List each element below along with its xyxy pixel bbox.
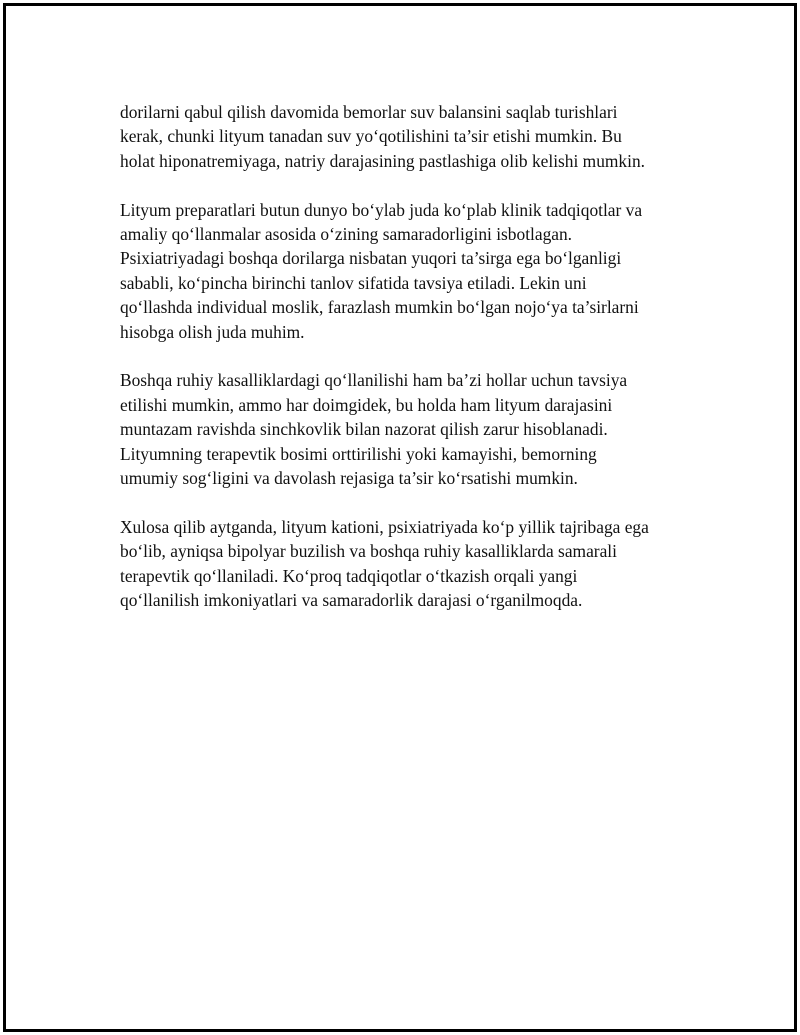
paragraph-line: qo‘llashda individual moslik, farazlash mumkin bo‘lgan nojo‘ya ta’sirlarni — [120, 297, 639, 318]
paragraph-2 — [120, 198, 700, 344]
paragraph-line: muntazam ravishda sinchkovlik bilan nazorat qilish zarur hisoblanadi. — [120, 419, 608, 440]
paragraph-line: holat hiponatremiyaga, natriy darajasining pastlashiga olib kelishi mumkin. — [120, 150, 645, 171]
paragraph-4 — [120, 515, 700, 613]
paragraph-line: Xulosa qilib aytganda, lityum kationi, psixiatriyada ko‘p yillik tajribaga ega — [120, 516, 649, 537]
paragraph-line: Boshqa ruhiy kasalliklardagi qo‘llanilishi ham ba’zi hollar uchun tavsiya — [120, 370, 628, 391]
paragraph-3 — [120, 368, 700, 490]
document-body — [120, 100, 700, 637]
paragraph-line: qo‘llanilish imkoniyatlari va samaradorlik darajasi o‘rganilmoqda. — [120, 590, 583, 611]
paragraph-line: terapevtik qo‘llaniladi. Ko‘proq tadqiqotlar o‘tkazish orqali yangi — [120, 565, 578, 586]
paragraph-line: kerak, chunki lityum tanadan suv yo‘qotilishini ta’sir etishi mumkin. Bu — [120, 126, 622, 147]
paragraph-line: bo‘lib, ayniqsa bipolyar buzilish va boshqa ruhiy kasalliklarda samarali — [120, 541, 617, 562]
paragraph-line: dorilarni qabul qilish davomida bemorlar suv balansini saqlab turishlari — [120, 102, 618, 122]
paragraph-line: Psixiatriyadagi boshqa dorilarga nisbatan yuqori ta’sirga ega bo‘lganligi — [120, 248, 622, 269]
page-frame — [3, 3, 797, 1032]
paragraph-line: amaliy qo‘llanmalar asosida o‘zining samaradorligini isbotlagan. — [120, 224, 573, 245]
paragraph-line: hisobga olish juda muhim. — [120, 321, 305, 342]
paragraph-line: etilishi mumkin, ammo har doimgidek, bu holda ham lityum darajasini — [120, 394, 613, 415]
paragraph-line: umumiy sog‘ligini va davolash rejasiga ta’sir ko‘rsatishi mumkin. — [120, 468, 578, 489]
paragraph-line: Lityum preparatlari butun dunyo bo‘ylab juda ko‘plab klinik tadqiqotlar va — [120, 199, 643, 220]
paragraph-line: sababli, ko‘pincha birinchi tanlov sifatida tavsiya etiladi. Lekin uni — [120, 272, 587, 293]
paragraph-line: Lityumning terapevtik bosimi orttirilishi yoki kamayishi, bemorning — [120, 443, 597, 464]
paragraph-1 — [120, 100, 700, 173]
